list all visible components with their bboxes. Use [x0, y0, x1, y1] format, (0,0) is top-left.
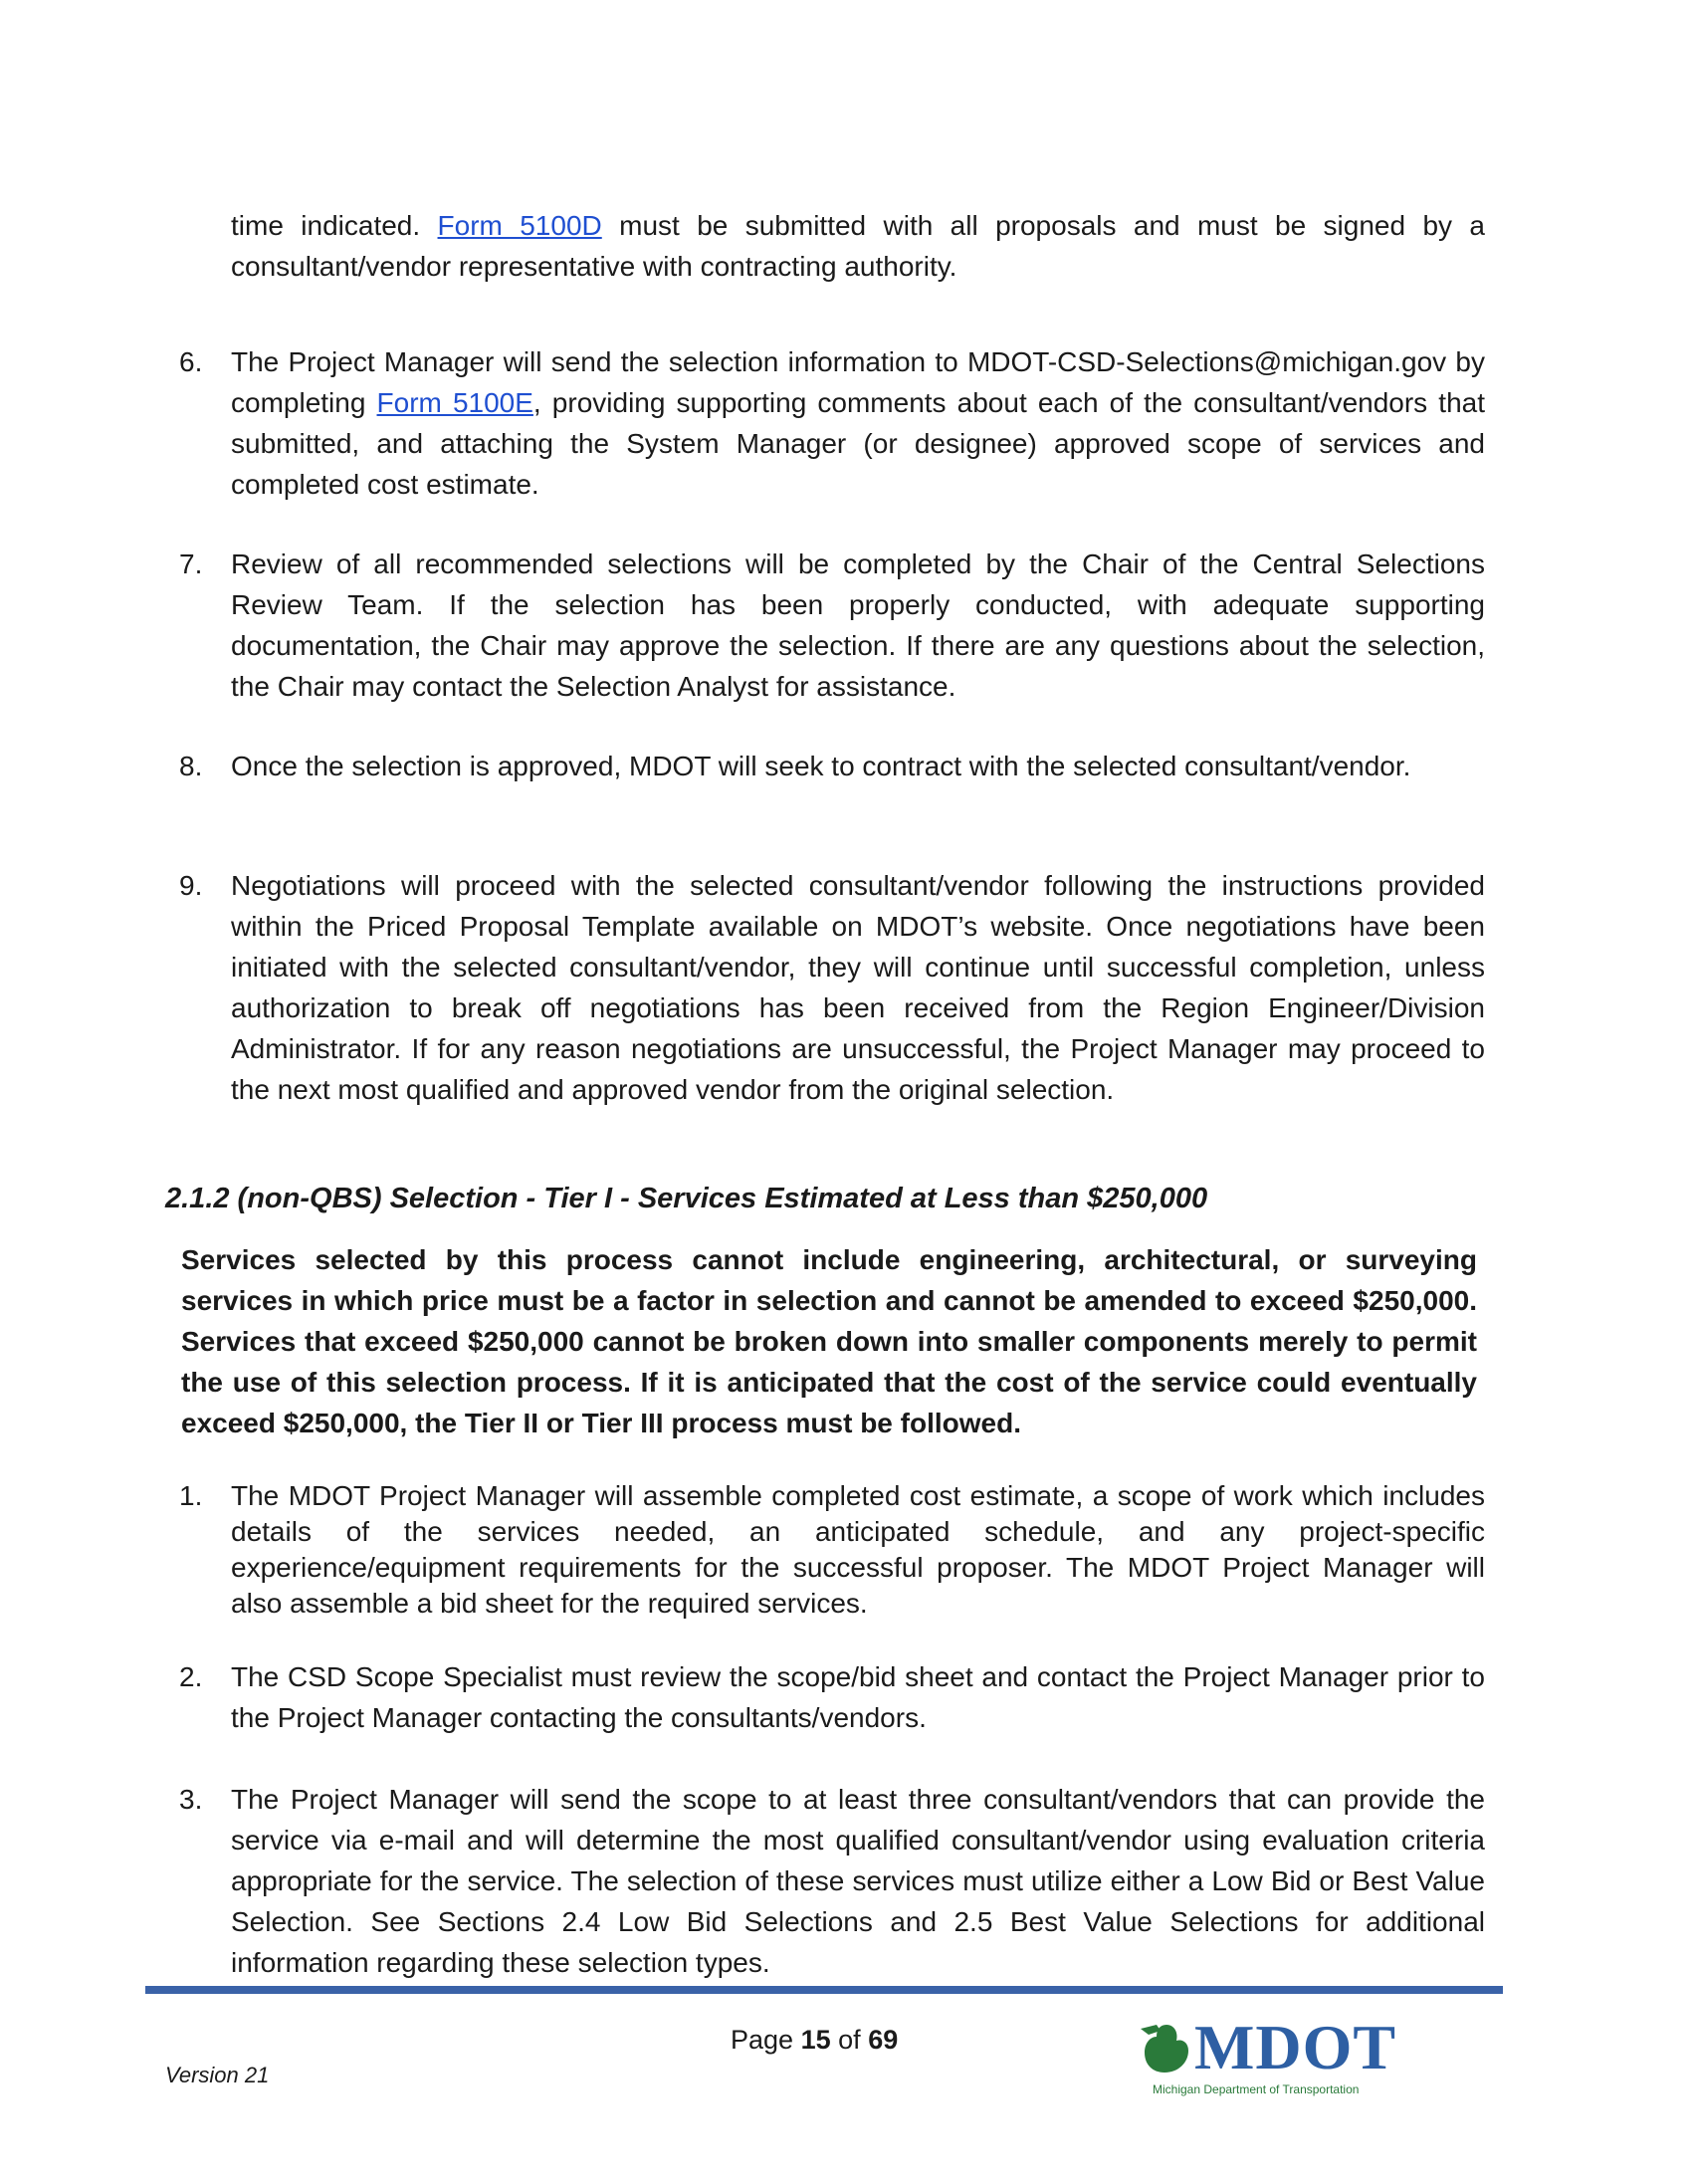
- list-item-text: Once the selection is approved, MDOT will seek to contract with the selected consultant/vendor.: [231, 751, 1411, 781]
- list-item: [179, 746, 1485, 786]
- list-item-text: Review of all recommended selections will be completed by the Chair of the Central Selections Review Team. If the selection has been properly conducted, with adequate supporting documentation, the Chair may approve the selection. If there are any questions about the selection, the Chair may contact the Selection Analyst for assistance.: [231, 548, 1485, 702]
- continuation-paragraph: [231, 205, 1485, 287]
- form-5100d-link[interactable]: Form 5100D: [437, 210, 602, 241]
- page-number: [731, 2025, 898, 2056]
- section-notice: Services selected by this process cannot include engineering, architectural, or surveying services in which price must be a factor in selection and cannot be amended to exceed $250,000. Services that exceed $250,000 cannot be broken down into smaller components merely to permit the use of this selection process. If it is anticipated that the cost of the service could eventually exceed $250,000, the Tier II or Tier III process must be followed.: [181, 1244, 1477, 1438]
- item6-text-post: , providing supporting comments about each of the consultant/vendors that submitted, and attaching the System Manager (or designee) approved scope of services and completed cost estimate.: [231, 387, 1485, 500]
- section-heading: 2.1.2 (non-QBS) Selection - Tier I - Services Estimated at Less than $250,000: [165, 1183, 1208, 1214]
- list-item: [179, 1656, 1485, 1738]
- list-item-number: 2.: [179, 1661, 203, 1692]
- mdot-logo: [1135, 2011, 1433, 2100]
- logo-subtitle: Michigan Department of Transportation: [1153, 2082, 1360, 2096]
- list-item: [179, 865, 1485, 1110]
- of-word: of: [838, 2025, 861, 2055]
- list-item-number: 7.: [179, 548, 203, 579]
- list-item: [179, 341, 1485, 505]
- list-item-text: The CSD Scope Specialist must review the scope/bid sheet and contact the Project Manager prior to the Project Manager contacting the consultants/vendors.: [231, 1661, 1485, 1733]
- item6-text-pre: The Project Manager will send the selection information to MDOT-CSD-Selections@michigan.gov by completing: [231, 346, 1485, 418]
- list-item-text: The MDOT Project Manager will assemble completed cost estimate, a scope of work which includes details of the services needed, an anticipated schedule, and any project-specific experience/equipment requirements for the successful proposer. The MDOT Project Manager will also assemble a bid sheet for the required services.: [231, 1480, 1485, 1619]
- list-item-number: 6.: [179, 346, 203, 377]
- continuation-text-post: must be submitted with all proposals and must be signed by a consultant/vendor representative with contracting authority.: [231, 210, 1485, 282]
- list-item-text: Negotiations will proceed with the selected consultant/vendor following the instructions provided within the Priced Proposal Template available on MDOT’s website. Once negotiations have been initiated with the selected consultant/vendor, they will continue until successful completion, unless authorization to break off negotiations has been received from the Region Engineer/Division Administrator. If for any reason negotiations are unsuccessful, the Project Manager may proceed to the next most qualified and approved vendor from the original selection.: [231, 870, 1485, 1105]
- version-label: Version 21: [165, 2063, 270, 2087]
- form-5100e-link[interactable]: Form 5100E: [376, 387, 533, 418]
- list-item: [179, 1779, 1485, 1983]
- list-item-number: 8.: [179, 751, 203, 781]
- michigan-mitten-icon: [1137, 2019, 1196, 2078]
- footer-rule: [145, 1986, 1503, 1994]
- continuation-text-pre: time indicated.: [231, 210, 438, 241]
- list-item: [179, 544, 1485, 707]
- list-item: [179, 1478, 1485, 1622]
- list-item-text: [231, 341, 1485, 505]
- list-item-number: 1.: [179, 1480, 203, 1511]
- list-item-number: 3.: [179, 1784, 203, 1815]
- page-total: 69: [868, 2025, 899, 2055]
- page-current: 15: [800, 2025, 831, 2055]
- list-item-text: The Project Manager will send the scope to at least three consultant/vendors that can provide the service via e-mail and will determine the most qualified consultant/vendor using evaluation criteria appropriate for the service. The selection of these services must utilize either a Low Bid or Best Value Selection. See Sections 2.4 Low Bid Selections and 2.5 Best Value Selections for additional information regarding these selection types.: [231, 1784, 1485, 1978]
- page-word: Page: [731, 2025, 794, 2055]
- list-item-number: 9.: [179, 870, 203, 901]
- logo-text: MDOT: [1194, 2012, 1397, 2082]
